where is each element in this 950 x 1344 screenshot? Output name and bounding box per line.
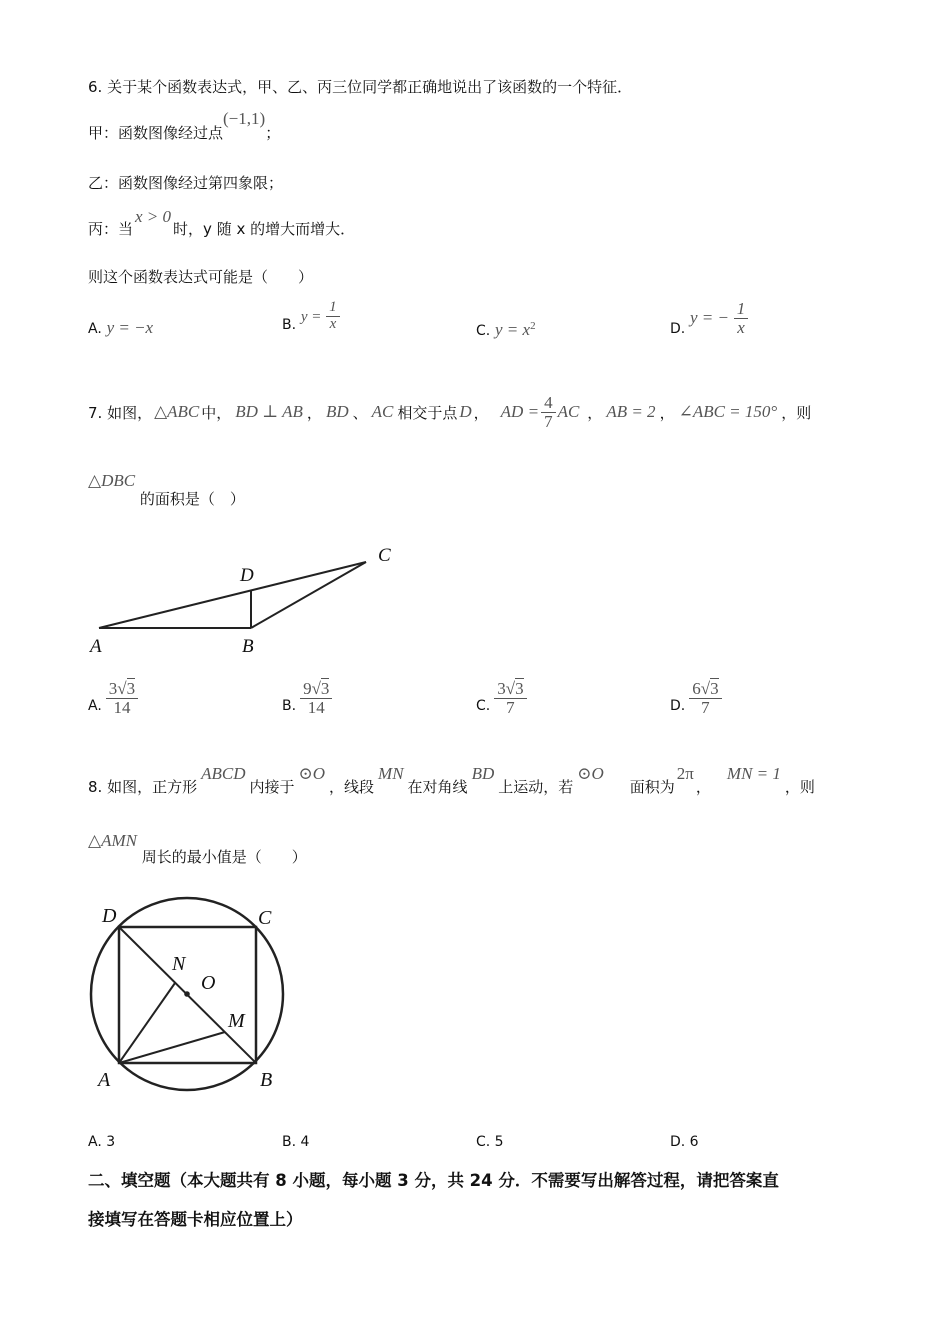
q7-seg-bc — [251, 562, 366, 628]
q7-option-d-rad: 3 — [710, 679, 719, 698]
q8-label-d: D — [102, 905, 117, 927]
q8-text: 面积为 — [629, 778, 675, 796]
q8-bd: BD — [471, 764, 495, 783]
q7-option-a-letter: A. — [88, 698, 102, 715]
q8-num: 8. 如图，正方形 — [88, 778, 198, 796]
q6-jia-point: (−1,1) — [223, 109, 266, 128]
q7-d: D — [459, 402, 472, 422]
q8-label-b: B — [260, 1069, 273, 1091]
q6-jia-prefix: 甲：函数图像经过点 — [88, 124, 224, 142]
q7-text: 相交于点 — [397, 403, 458, 422]
q8-text: ，则 — [784, 778, 815, 796]
q6-stem: 6. 关于某个函数表达式，甲、乙、丙三位同学都正确地说出了该函数的一个特征． — [88, 78, 633, 96]
q6-option-d[interactable] — [670, 300, 748, 337]
q8-option-b[interactable]: B. 4 — [282, 1134, 310, 1150]
q8-text: ，线段 — [329, 778, 375, 796]
q7-option-c-coef: 3 — [497, 679, 506, 698]
q6-option-b[interactable] — [282, 300, 340, 333]
q8-label-o: O — [201, 972, 216, 994]
q7-stem-line2 — [88, 471, 245, 508]
q6-option-b-letter: B. — [282, 316, 297, 333]
q8-figure — [80, 896, 295, 1096]
q8-label-m: M — [228, 1010, 245, 1032]
q6-jia — [88, 109, 281, 143]
q6-option-a[interactable] — [88, 318, 153, 338]
q6-option-c[interactable] — [476, 320, 536, 340]
q7-option-c-den: 7 — [506, 697, 515, 717]
q7-option-d-den: 7 — [701, 697, 710, 717]
q7-angle: ∠ABC = 150° — [678, 402, 778, 422]
q6-bing-suffix: 时，y 随 x 的增大而增大． — [173, 220, 356, 238]
q7-tri2: △DBC — [88, 471, 136, 490]
q7-option-c-rad: 3 — [515, 679, 524, 698]
q6-option-b-lhs: y = — [300, 308, 322, 325]
q7-bd-perp-ab: BD ⊥ AB — [235, 402, 303, 422]
q8-label-c: C — [258, 907, 272, 929]
q7-ask: 的面积是（ ） — [139, 490, 245, 508]
q7-ab: AB = 2 — [606, 402, 656, 422]
q8-stem-line2 — [88, 831, 307, 866]
q6-ask: 则这个函数表达式可能是（ ） — [88, 268, 314, 286]
q8-circ: ⊙O — [298, 764, 326, 783]
q7-option-b-den: 14 — [307, 697, 325, 717]
q8-seg-an — [119, 983, 175, 1063]
q6-option-a-expr: y = −x — [106, 318, 154, 337]
q7-option-d-letter: D. — [670, 698, 686, 715]
q6-bing-cond: x > 0 — [135, 207, 172, 226]
q7-option-c[interactable]: C. $\frac{3√3}{7}$ — [476, 680, 527, 717]
q8-ask: 周长的最小值是（ ） — [141, 848, 307, 866]
q7-figure — [80, 538, 410, 663]
q7-text: ， — [587, 403, 603, 422]
q7-ad-num: 4 — [541, 394, 556, 413]
q6-option-d-num: 1 — [734, 300, 749, 319]
q8-tri: △AMN — [88, 831, 137, 850]
q8-option-c[interactable]: C. 5 — [476, 1134, 504, 1150]
q7-ad-lhs: AD = — [500, 402, 540, 422]
q7-option-b-coef: 9 — [303, 679, 312, 698]
q7-option-a[interactable]: A. $\frac{3√3}{14}$ — [88, 680, 138, 717]
q6-option-d-lhs: y = − — [690, 307, 730, 327]
q8-stem — [88, 764, 815, 797]
q6-jia-suffix: ； — [265, 124, 281, 142]
q6-yi: 乙：函数图像经过第四象限； — [88, 174, 284, 192]
q7-stem — [88, 394, 811, 431]
q6-bing — [88, 207, 356, 239]
q8-circ2: ⊙O — [577, 764, 604, 783]
q8-text: 在对角线 — [407, 778, 468, 796]
q7-text: ，则 — [781, 403, 812, 422]
q8-mn: MN — [378, 764, 404, 783]
q7-label-c: C — [378, 545, 391, 566]
q7-label-a: A — [90, 636, 102, 657]
q7-option-b-letter: B. — [282, 698, 297, 715]
q7-ac: AC — [371, 402, 394, 422]
q7-tri: △ABC — [154, 402, 200, 422]
q7-ad-rhs: AC — [557, 402, 580, 422]
q7-ad-den: 7 — [544, 411, 553, 431]
q6-option-b-den: x — [329, 315, 337, 332]
q6-option-c-expr: y = x — [495, 320, 531, 339]
q7-option-b-rad: 3 — [320, 679, 330, 698]
q7-text: 中， — [201, 403, 232, 422]
q7-text: 、 — [352, 403, 368, 422]
q7-bd: BD — [325, 402, 349, 422]
q7-option-a-coef: 3 — [108, 679, 118, 698]
q7-text: ， — [659, 403, 675, 422]
q8-seg-am — [119, 1032, 225, 1063]
q6-option-a-letter: A. — [88, 321, 102, 337]
q8-area: 2π — [676, 764, 694, 783]
q8-center-dot — [184, 991, 190, 997]
q8-text: ， — [695, 778, 711, 796]
q7-label-b: B — [242, 636, 254, 657]
q8-label-a: A — [98, 1069, 111, 1091]
q7-option-d[interactable]: D. $\frac{6√3}{7}$ — [670, 680, 722, 717]
q7-option-d-coef: 6 — [692, 679, 701, 698]
q7-seg-ac — [99, 562, 366, 628]
q7-option-a-rad: 3 — [126, 679, 136, 698]
q6-option-c-letter: C. — [476, 323, 491, 339]
q7-num: 7. 如图， — [88, 403, 153, 422]
q6-bing-prefix: 丙：当 — [88, 220, 134, 238]
q8-abcd: ABCD — [201, 764, 246, 783]
q6-option-c-sup: 2 — [530, 320, 536, 332]
q7-option-a-den: 14 — [113, 697, 131, 717]
q8-option-a[interactable]: A. 3 — [88, 1134, 116, 1150]
q7-text: ， — [473, 403, 489, 422]
q7-option-b[interactable]: B. $\frac{9√3}{14}$ — [282, 680, 332, 717]
q7-option-c-letter: C. — [476, 698, 491, 715]
q8-text: 内接于 — [249, 778, 295, 796]
q8-mn-eq: MN = 1 — [726, 764, 781, 783]
section2-heading-line1: 二、填空题（本大题共有 8 小题，每小题 3 分，共 24 分．不需要写出解答过程，请把答案直 — [88, 1171, 779, 1190]
q7-label-d: D — [240, 565, 254, 586]
q8-label-n: N — [172, 953, 186, 975]
q6-option-b-num: 1 — [326, 300, 340, 317]
q6-option-d-letter: D. — [670, 320, 686, 337]
q6-option-d-den: x — [737, 317, 745, 337]
q8-text: 上运动，若 — [498, 778, 574, 796]
section2-heading-line2: 接填写在答题卡相应位置上） — [88, 1210, 303, 1229]
q7-text: ， — [306, 403, 322, 422]
q8-option-d[interactable]: D. 6 — [670, 1134, 699, 1150]
